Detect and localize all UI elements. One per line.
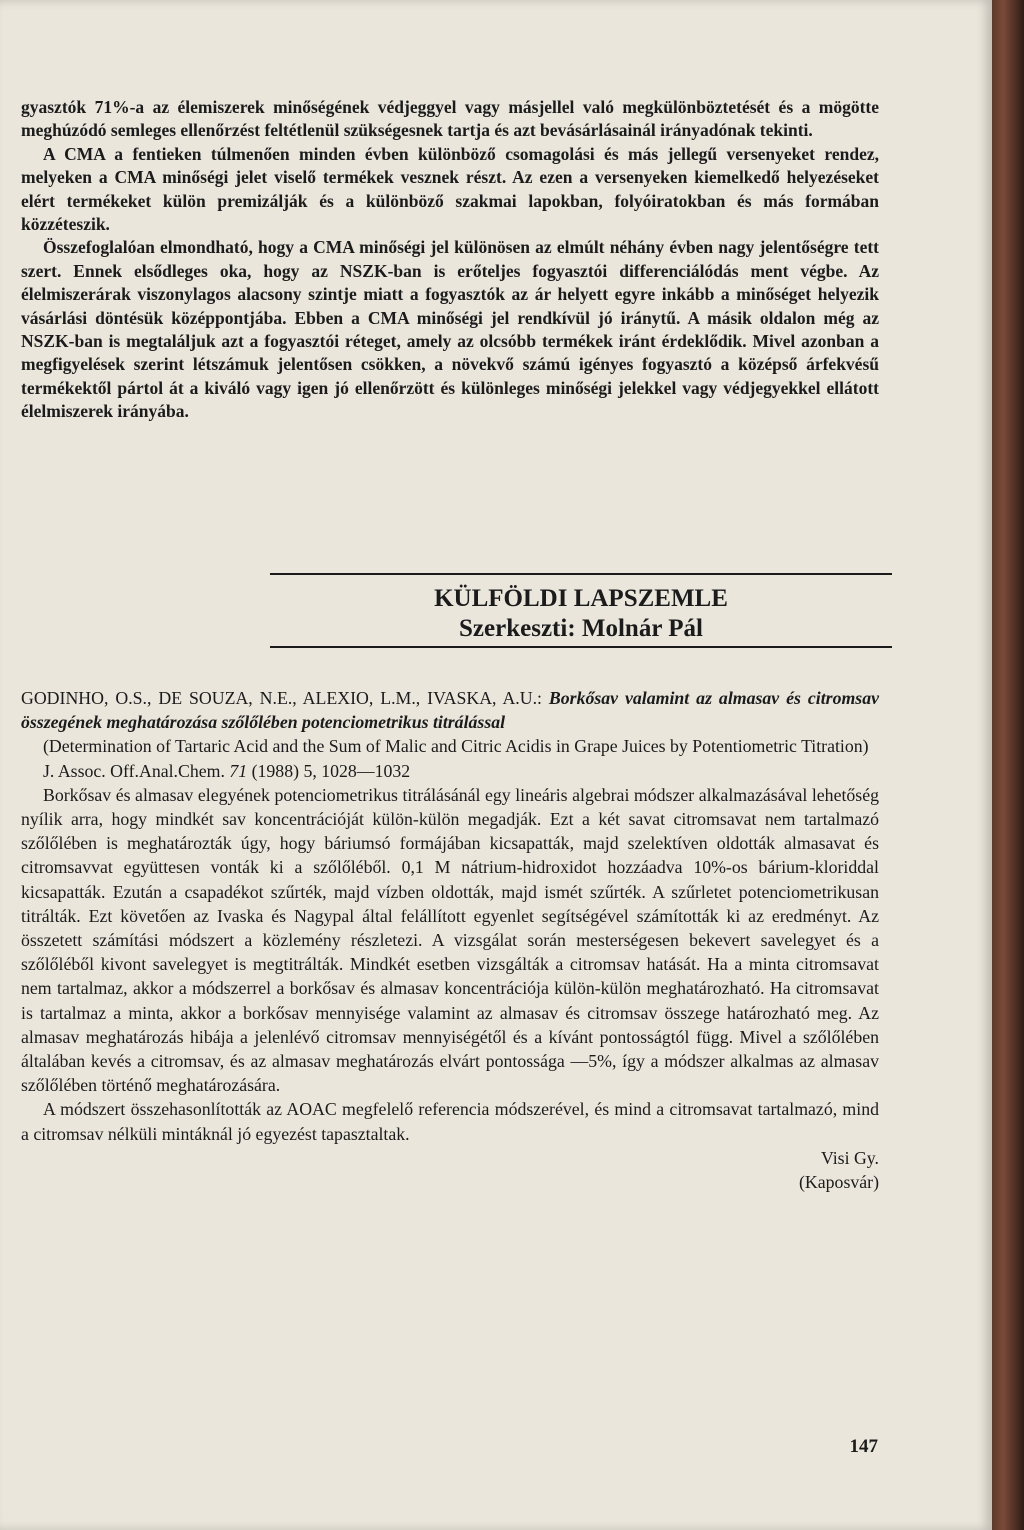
review-article — [21, 686, 879, 1194]
book-edge — [992, 0, 1024, 1530]
citation-title-en: (Determination of Tartaric Acid and the Sum of Malic and Citric Acidis in Grape Juices by Potentiometric Titration) — [43, 736, 869, 757]
journal-volume: 71 — [229, 760, 248, 781]
page-number: 147 — [849, 1436, 878, 1457]
citation-journal — [21, 759, 879, 783]
journal-name: J. Assoc. Off.Anal.Chem. — [43, 760, 230, 781]
review-signature: Visi Gy. — [820, 1147, 879, 1168]
intro-paragraph-2: A CMA a fentieken túlmenően minden évben különböző csomagolási és más jellegű versenyeket rendez, melyeken a CMA minőségi jelet viselő termékek vesznek részt. Az ezen a versenyeken kiemelkedő helyezéseket elért termékeket külön premizálják és a különböző szakmai lapokban, folyóiratokban és más formában közzéteszik. — [21, 143, 879, 235]
intro-text — [21, 96, 879, 424]
section-bottom-rule — [270, 646, 892, 648]
section-editor: Szerkeszti: Molnár Pál — [459, 615, 703, 642]
section-top-rule — [270, 573, 892, 575]
journal-issue: (1988) 5, 1028—1032 — [247, 760, 411, 781]
citation — [21, 686, 879, 734]
review-location: (Kaposvár) — [799, 1172, 879, 1193]
review-body-2: A módszert összehasonlították az AOAC megfelelő referencia módszerével, és mind a citromsavat tartalmazó, mind a citromsav nélküli mintáknál jó egyezést tapasztaltak. — [21, 1099, 879, 1144]
intro-paragraph-3: Összefoglalóan elmondható, hogy a CMA minőségi jel különösen az elmúlt néhány évben nagy jelentőségre tett szert. Ennek elsődleges oka, hogy az NSZK-ban is erőteljes fogyasztói differenciálódás ment végbe. Az élelmiszerárak viszonylagos alacsony szintje miatt a fogyasztók az ár helyett egyre inkább a minőséget helyezik vásárlási döntésük középpontjába. Ebben a CMA minőségi jel rendkívül jó iránytű. A másik oldalon még az NSZK-ban is megtaláljuk azt a fogyasztói réteget, amely az olcsóbb termékek iránt érdeklődik. Mivel azonban a megfigyelések szerint létszámuk jelentősen csökken, a növekvő számú igényes fogyasztó a középső árfekvésű termékektől pártol át a kiváló vagy igen jó ellenőrzött és különleges minőségi jelekkel vagy védjegyekkel ellátott élelmiszerek irányába. — [21, 237, 879, 422]
citation-authors: GODINHO, O.S., DE SOUZA, N.E., ALEXIO, L.M., IVASKA, A.U.: — [21, 688, 549, 708]
section-title: KÜLFÖLDI LAPSZEMLE — [434, 585, 728, 612]
citation-title-hu: Borkősav valamint az almasav és citromsav összegének meghatározása szőlőlében potenciometrikus titrálással — [21, 688, 879, 733]
intro-paragraph-1: gyasztók 71%-a az élemiszerek minőségének védjeggyel vagy másjellel való megkülönböztetését és a mögötte meghúzódó semleges ellenőrzést feltétlenül szükségesnek tartja és azt bevásárlásainál irányadónak tekinti. — [21, 97, 879, 141]
review-body-1: Borkősav és almasav elegyének potenciometrikus titrálásánál egy lineáris algebrai módszer alkalmazásával lehetőség nyílik arra, hogy mindkét sav koncentrációját külön-külön megadják. Ezt a két savat citromsavat nem tartalmazó szőlőlében is meghatározták úgy, hogy báriumsó formájában kicsapatták, majd szelektíven oldották almasavat és citromsavvat együttesen vonták ki a szőlőléből. 0,1 M nátrium-hidroxidot hozzáadva 10%-os bárium-kloriddal kicsapatták. Ezután a csapadékot szűrték, majd vízben oldották, majd ismét szűrték. A szűrletet potenciometrikusan titrálták. Ezt követően az Ivaska és Nagypal által felállított egyenlet segítségével számították ki az eredményt. Az összetett számítási módszert a közlemény részletezi. A vizsgálat során mesterségesen bekevert savelegyet és a szőlőléből kivont savelegyet is megtitrálták. Mindkét esetben vizsgálták a citromsav hatását. Ha a minta citromsavat nem tartalmaz, akkor a módszerrel a borkősav és almasav koncentrációja külön-külön meghatározható. Ha citromsavat is tartalmaz a minta, akkor a borkősav mennyisége valamint az almasav és citromsav összege határozható meg. Az almasav meghatározás hibája a jelenlévő citromsav mennyiségétől és a kívánt pontosságtól függ. Mivel a szőlőlében általában kevés a citromsav, és az almasav meghatározás elvárt pontossága —5%, így a módszer alkalmas az almasav szőlőlében történő meghatározására. — [21, 784, 879, 1096]
